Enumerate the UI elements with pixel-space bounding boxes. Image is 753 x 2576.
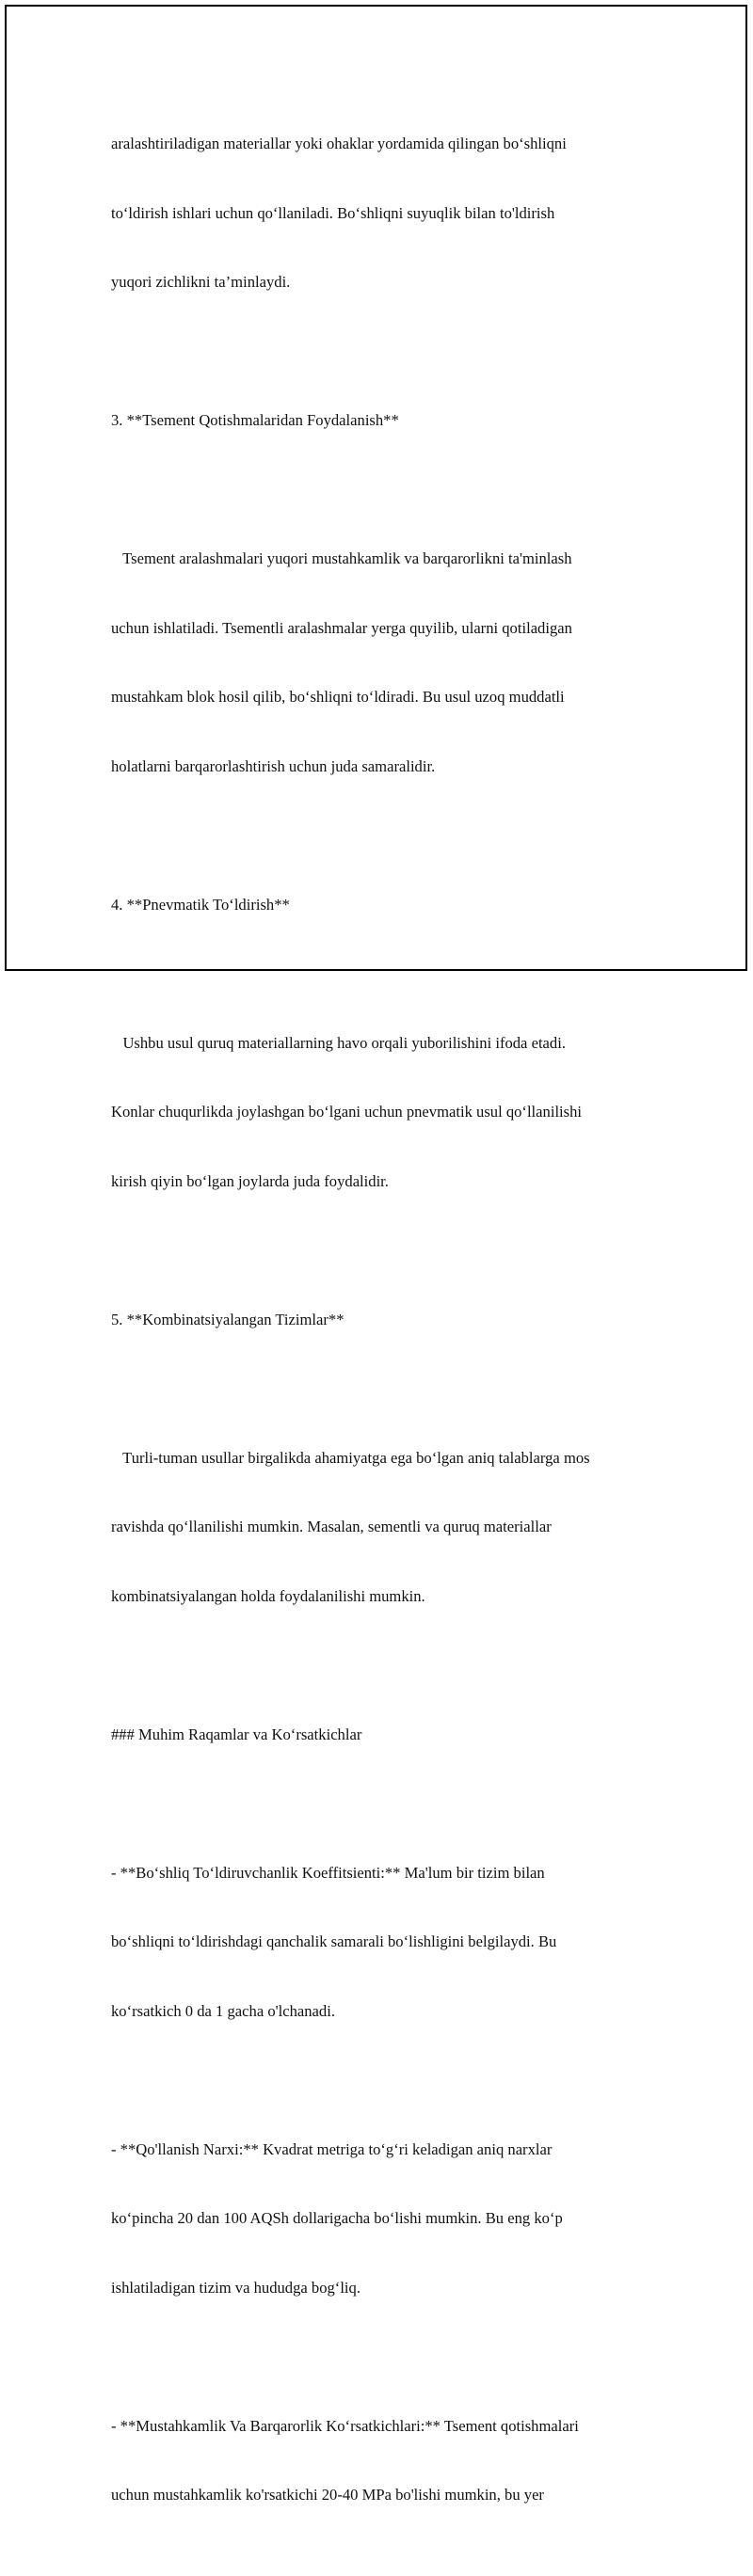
text-line: mustahkam blok hosil qilib, bo‘shliqni to‘ldiradi. Bu usul uzoq muddatli <box>111 688 565 706</box>
bullet-fill-coefficient <box>111 1816 676 2070</box>
text-line: ko‘rsatkich 0 da 1 gacha o'lchanadi. <box>111 2001 335 2020</box>
text-line: ravishda qo‘llanilishi mumkin. Masalan, sementli va quruq materiallar <box>111 1518 552 1535</box>
paragraph-combined <box>111 1401 676 1655</box>
text-line: - **Bo‘shliq To‘ldiruvchanlik Koeffitsienti:** Ma'lum bir tizim bilan <box>111 1863 545 1882</box>
text-line: uchun mustahkamlik ko'rsatkichi 20-40 MPa bo'lishi mumkin, bu yer <box>111 2486 544 2504</box>
text-line: kirish qiyin bo‘lgan joylarda juda foydalidir. <box>111 1171 389 1190</box>
text-line: to‘ldirish ishlari uchun qo‘llaniladi. Bo‘shliqni suyuqlik bilan to'ldirish <box>111 203 555 222</box>
bullet-application-cost <box>111 2092 676 2346</box>
text-line: 5. **Kombinatsiyalangan Tizimlar** <box>111 1310 344 1328</box>
paragraph-cement <box>111 501 676 824</box>
text-line: 3. **Tsement Qotishmalaridan Foydalanish** <box>111 411 399 429</box>
text-line: Tsement aralashmalari yuqori mustahkamlik va barqarorlikni ta'minlash <box>111 549 572 567</box>
text-line: Turli-tuman usullar birgalikda ahamiyatga ega bo‘lgan aniq talablarga mos <box>111 1448 590 1467</box>
section-heading-pneumatic <box>111 848 676 963</box>
text-line: - **Qo'llanish Narxi:** Kvadrat metriga to‘g‘ri keladigan aniq narxlar <box>111 2139 553 2158</box>
section-heading-cement <box>111 363 676 479</box>
text-line: ### Muhim Raqamlar va Ko‘rsatkichlar <box>111 1725 362 1743</box>
text-line: holatlarni barqarorlashtirish uchun juda samaralidir. <box>111 756 436 775</box>
paragraph-backfill-intro <box>111 87 676 341</box>
text-line: Ushbu usul quruq materiallarning havo orqali yuborilishini ifoda etadi. <box>111 1033 566 1052</box>
document-body <box>111 87 676 2576</box>
text-line: kombinatsiyalangan holda foydalanilishi mumkin. <box>111 1586 425 1605</box>
section-heading-combined <box>111 1263 676 1378</box>
text-line: Konlar chuqurlikda joylashgan bo‘lgani uchun pnevmatik usul qo‘llanilishi <box>111 1103 583 1121</box>
text-line: - **Mustahkamlik Va Barqarorlik Ko‘rsatkichlari:** Tsement qotishmalari <box>111 2416 579 2435</box>
text-line: bo‘shliqni to‘ldirishdagi qanchalik samarali bo‘lishligini belgilaydi. Bu <box>111 1932 557 1950</box>
text-line: uchun ishlatiladi. Tsementli aralashmalar yerga quyilib, ularni qotiladigan <box>111 618 572 637</box>
text-line: aralashtiriladigan materiallar yoki ohaklar yordamida qilingan bo‘shliqni <box>111 135 567 152</box>
text-line: ishlatiladigan tizim va hududga bog‘liq. <box>111 2278 360 2297</box>
bullet-strength-indicators <box>111 2369 676 2553</box>
text-line: ko‘pincha 20 dan 100 AQSh dollarigacha bo‘lishi mumkin. Bu eng ko‘p <box>111 2209 563 2227</box>
text-line: 4. **Pnevmatik To‘ldirish** <box>111 895 290 914</box>
paragraph-pneumatic <box>111 986 676 1240</box>
section-heading-key-figures <box>111 1678 676 1793</box>
text-line: yuqori zichlikni ta’minlaydi. <box>111 273 291 291</box>
